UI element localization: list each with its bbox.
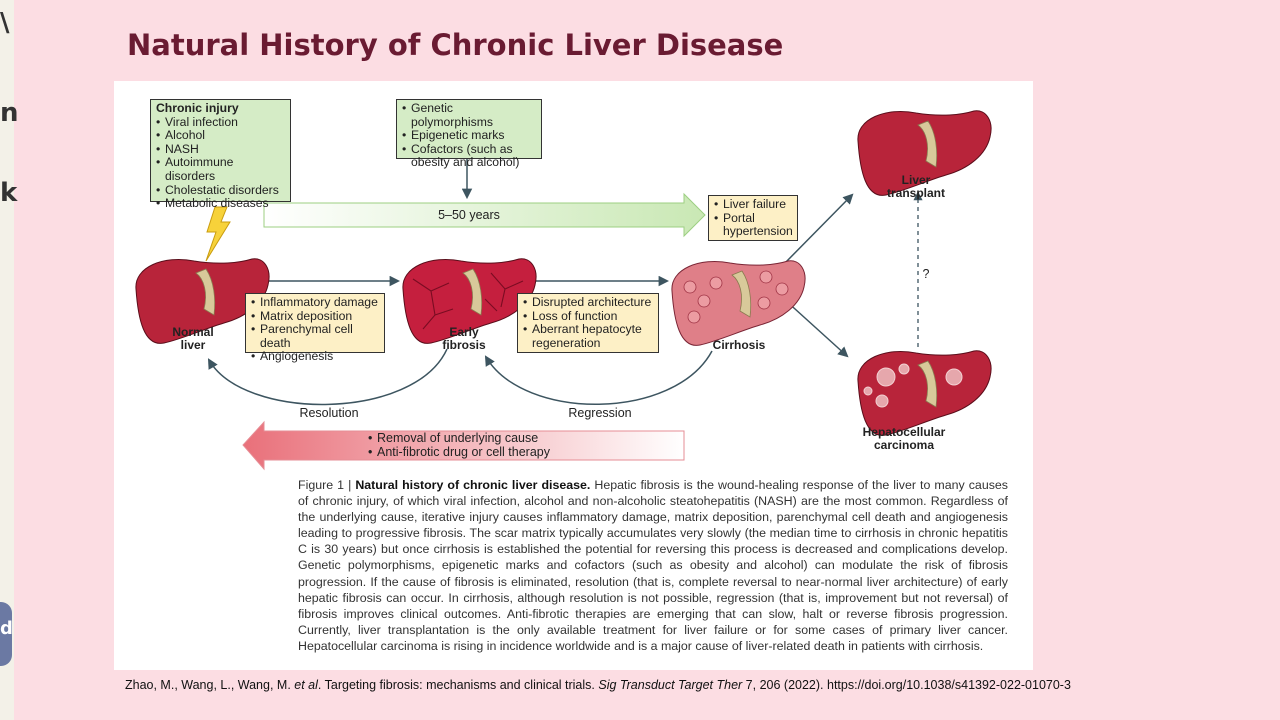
regression-arrow [486, 351, 712, 404]
figure-caption [298, 477, 1008, 654]
edge-glyph: k [0, 178, 18, 208]
chronic-injury-item: • Autoimmune disorders [156, 156, 285, 183]
caption-prefix: Figure 1 | [298, 478, 356, 492]
cirrhosis-label: Cirrhosis [712, 338, 766, 352]
left-edge-strip [0, 0, 19, 720]
regression-label: Regression [568, 406, 632, 420]
citation-rest: , 206 (2022). https://doi.org/10.1038/s41392-022-01070-3 [752, 678, 1071, 692]
cirrhosis-feature-item: • Disrupted architecture [523, 296, 653, 310]
slide-title: Natural History of Chronic Liver Disease [127, 28, 784, 62]
edge-glyph: d [0, 618, 13, 639]
chronic-injury-item: • NASH [156, 143, 285, 157]
citation-volume: 7 [742, 678, 753, 692]
hcc-label: Hepatocellular carcinoma [862, 425, 946, 452]
fibrosis-driver-item: • Matrix deposition [251, 310, 379, 324]
interventions-list [368, 432, 583, 462]
fibrosis-driver-item: • Parenchymal cell death [251, 323, 379, 350]
cirrhosis-feature-item: • Aberrant hepatocyte regeneration [523, 323, 653, 350]
modifier-item: • Cofactors (such as obesity and alcohol) [402, 143, 536, 170]
caption-heading: Natural history of chronic liver disease. [355, 478, 591, 492]
lightning-icon [206, 207, 230, 261]
caption-body: Hepatic fibrosis is the wound-healing response of the liver to many causes of chronic injury, of which viral infection, alcohol and non-alcoholic steatohepatitis (NASH) are the most common. Regardless of the underlying cause, iterative injury causes inflammatory damage, matrix deposition, parenchymal cell death and angiogenesis leading to progressive fibrosis. The scar matrix typically accumulates very slowly (the median time to cirrhosis in chronic hepatitis C is 30 years) but once cirrhosis is established the potential for reversing this process is decreased and complications develop. Genetic polymorphisms, epigenetic marks and cofactors (such as obesity and alcohol) can modulate the risk of fibrosis progression. If the cause of fibrosis is eliminated, resolution (that is, complete reversal to near-normal liver architecture) of early hepatic fibrosis can occur. In cirrhosis, although resolution is not possible, regression (that is, improvement but not reversal) of fibrosis improves clinical outcomes. Anti-fibrotic therapies are emerging that can slow, halt or reverse fibrosis progression. Currently, liver transplantation is the only available treatment for liver failure or for some cases of primary liver cancer. Hepatocellular carcinoma is rising in incidence worldwide and is a major cause of liver-related death in patients with cirrhosis. [298, 478, 1008, 653]
fibrosis-driver-item: • Angiogenesis [251, 350, 379, 364]
citation-etal: et al [294, 678, 318, 692]
chronic-injury-heading: Chronic injury [156, 101, 239, 115]
liver-transplant-label: Liver transplant [886, 173, 945, 200]
chronic-injury-box [150, 99, 291, 211]
chronic-injury-item: • Cholestatic disorders [156, 184, 285, 198]
intervention-item: • Removal of underlying cause [368, 432, 583, 446]
hcc-arrow [784, 299, 847, 356]
early-fibrosis-label: Early fibrosis [442, 325, 486, 352]
modifier-item: • Epigenetic marks [402, 129, 536, 143]
modifier-item: • Genetic polymorphisms [402, 102, 536, 129]
fibrosis-driver-item: • Inflammatory damage [251, 296, 379, 310]
citation-title: . Targeting fibrosis: mechanisms and clinical trials. [317, 678, 599, 692]
chronic-injury-item: • Viral infection [156, 116, 285, 130]
cirrhosis-feature-item: • Loss of function [523, 310, 653, 324]
citation [125, 678, 1071, 692]
cirrhosis-liver [672, 261, 805, 346]
citation-authors: Zhao, M., Wang, L., Wang, M. [125, 678, 295, 692]
complication-item: • Portal hypertension [714, 212, 792, 239]
normal-liver-label: Normal liver [172, 325, 214, 352]
fibrosis-drivers-box [245, 293, 385, 364]
edge-glyph: n [0, 98, 19, 128]
modifiers-box [396, 99, 542, 170]
uncertain-mark: ? [922, 267, 930, 281]
intervention-item: • Anti-fibrotic drug or cell therapy [368, 446, 583, 460]
figure-panel [114, 81, 1033, 670]
complications-box [708, 195, 798, 241]
timeline-label: 5–50 years [438, 208, 500, 222]
chronic-injury-item: • Metabolic diseases [156, 197, 285, 211]
cirrhosis-features-box [517, 293, 659, 353]
complication-item: • Liver failure [714, 198, 792, 212]
chronic-injury-item: • Alcohol [156, 129, 285, 143]
citation-journal: Sig Transduct Target Ther [598, 678, 743, 692]
edge-glyph: \ [0, 8, 10, 38]
resolution-label: Resolution [299, 406, 359, 420]
hcc-liver [858, 351, 991, 436]
